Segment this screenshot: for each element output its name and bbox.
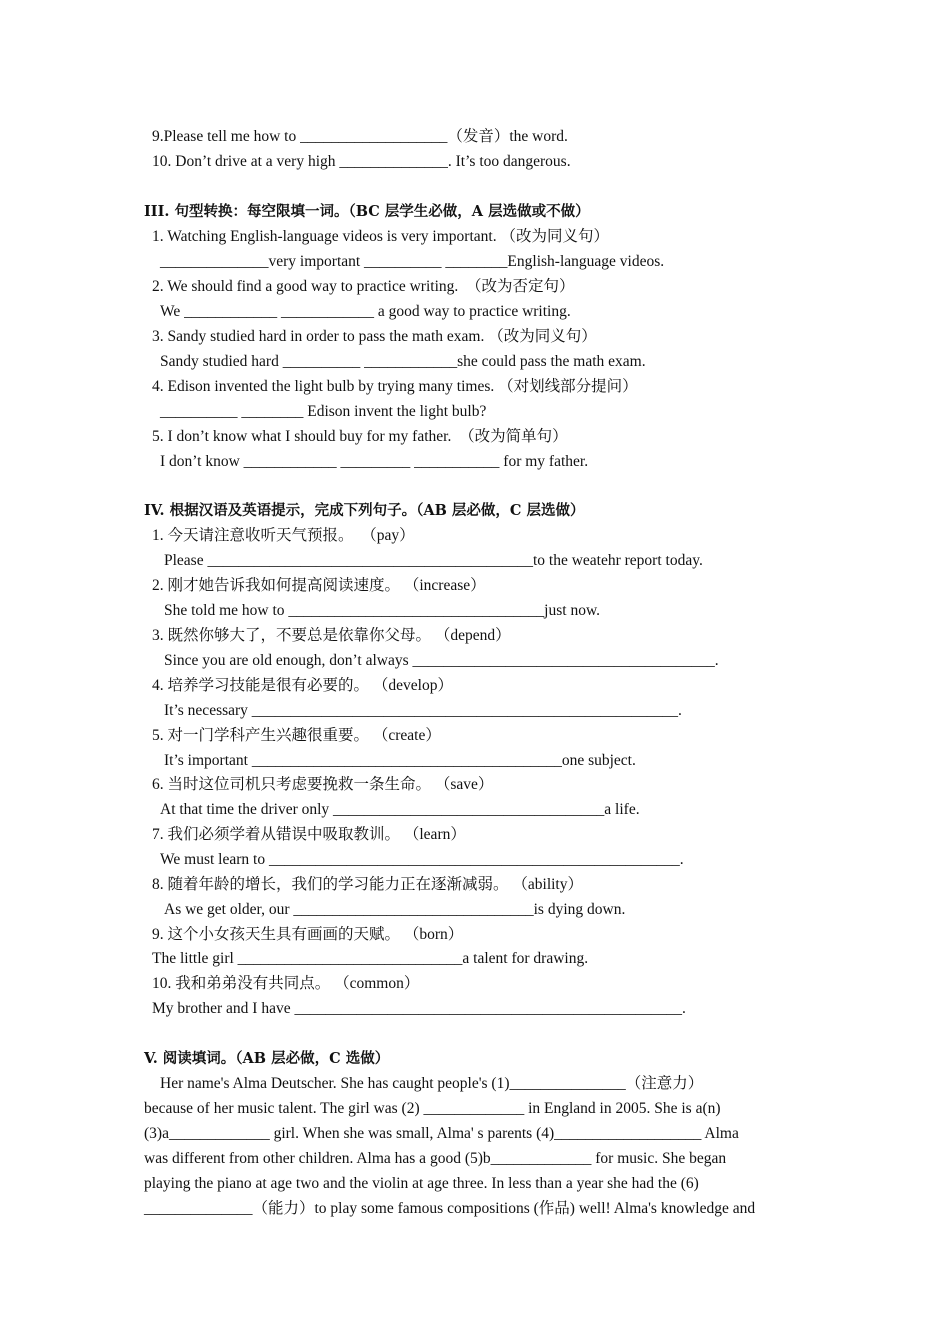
question-line: 4. Edison invented the light bulb by trying many times. （对划线部分提问） [152, 378, 638, 395]
section-heading-iv: IV. 根据汉语及英语提示，完成下列句子。（AB 层必做，C 层选做） [144, 502, 585, 519]
passage-line: playing the piano at age two and the violin at age three. In less than a year she had the (6) [144, 1175, 699, 1192]
passage-line: was different from other children. Alma has a good (5)b_____________ for music. She began [144, 1150, 727, 1167]
passage-line: (3)a_____________ girl. When she was small, Alma' s parents (4)___________________ Alma [144, 1125, 739, 1142]
answer-line: She told me how to _________________________________just now. [164, 602, 601, 619]
answer-line: __________ ________ Edison invent the light bulb? [160, 403, 487, 420]
answer-line: Please __________________________________________to the weatehr report today. [164, 552, 703, 569]
question-line: 3. Sandy studied hard in order to pass the math exam. （改为同义句） [152, 328, 597, 345]
passage-line: ______________（能力）to play some famous compositions (作品) well! Alma's knowledge and [144, 1200, 756, 1217]
question-line: 6. 当时这位司机只考虑要挽救一条生命。 （save） [152, 776, 494, 793]
answer-line: As we get older, our _______________________________is dying down. [164, 901, 626, 918]
answer-line: Sandy studied hard __________ ____________she could pass the math exam. [160, 353, 646, 370]
answer-line: I don’t know ____________ _________ ___________ for my father. [160, 453, 589, 470]
question-line: 2. 刚才她告诉我如何提高阅读速度。 （increase） [152, 577, 486, 594]
answer-line: The little girl _____________________________a talent for drawing. [152, 950, 589, 967]
answer-line: My brother and I have __________________________________________________. [152, 1000, 686, 1017]
question-line: 5. 对一门学科产生兴趣很重要。 （create） [152, 727, 441, 744]
section-heading-iii: III. 句型转换：每空限填一词。（BC 层学生必做，A 层选做或不做） [144, 203, 590, 220]
question-line: 4. 培养学习技能是很有必要的。 （develop） [152, 677, 453, 694]
question-line: 3. 既然你够大了，不要总是依靠你父母。 （depend） [152, 627, 511, 644]
question-line: 10. 我和弟弟没有共同点。 （common） [152, 975, 420, 992]
answer-line: Since you are old enough, don’t always _______________________________________. [164, 652, 719, 669]
question-line: 2. We should find a good way to practice writing. （改为否定句） [152, 278, 575, 295]
answer-line: It’s important ________________________________________one subject. [164, 752, 636, 769]
question-line: 7. 我们必须学着从错误中吸取教训。 （learn） [152, 826, 466, 843]
answer-line: At that time the driver only ___________________________________a life. [160, 801, 640, 818]
answer-line: We must learn to _____________________________________________________. [160, 851, 684, 868]
question-line: 8. 随着年龄的增长，我们的学习能力正在逐渐减弱。 （ability） [152, 876, 583, 893]
question-line: 9. 这个小女孩天生具有画画的天赋。 （born） [152, 926, 464, 943]
question-line: 5. I don’t know what I should buy for my father. （改为简单句） [152, 428, 568, 445]
question-line: 1. 今天请注意收听天气预报。 （pay） [152, 527, 415, 544]
question-line: 9.Please tell me how to ___________________（发音）the word. [152, 128, 568, 145]
answer-line: ______________very important __________ ________English-language videos. [160, 253, 665, 270]
passage-line: Her name's Alma Deutscher. She has caught people's (1)_______________（注意力） [160, 1075, 704, 1092]
question-line: 1. Watching English-language videos is very important. （改为同义句） [152, 228, 609, 245]
question-line: 10. Don’t drive at a very high ______________. It’s too dangerous. [152, 153, 571, 170]
section-heading-v: V. 阅读填词。（AB 层必做，C 选做） [144, 1050, 390, 1067]
answer-line: We ____________ ____________ a good way to practice writing. [160, 303, 571, 320]
answer-line: It’s necessary _______________________________________________________. [164, 702, 682, 719]
passage-line: because of her music talent. The girl was (2) _____________ in England in 2005. She is a(n) [144, 1100, 721, 1117]
